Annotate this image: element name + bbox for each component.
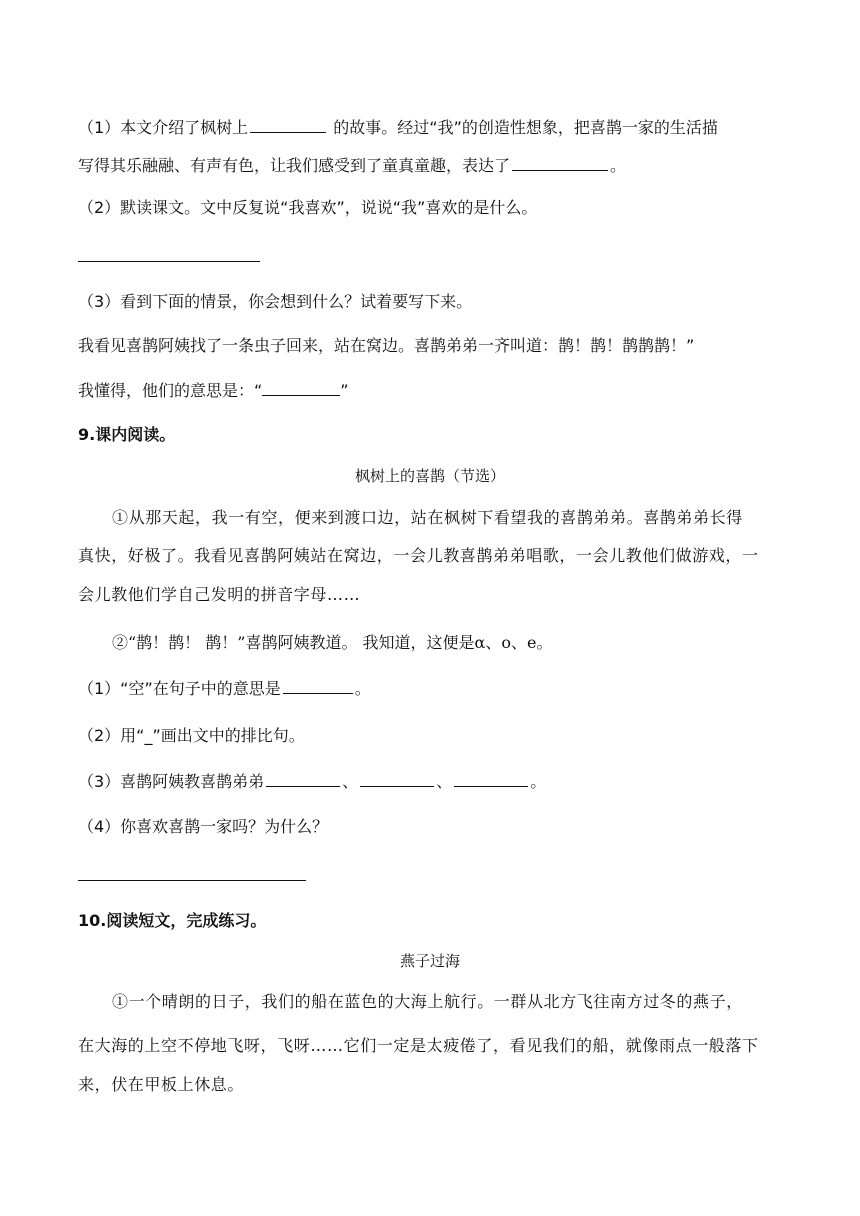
- q9-sub2-mark: _: [144, 726, 153, 745]
- q9-sub1-blank[interactable]: [283, 678, 353, 694]
- q8-sub1-blank-1[interactable]: [250, 117, 326, 133]
- q9-sub3-sep-1: 、: [342, 772, 359, 791]
- q8-sub1-text-a: （1）本文介绍了枫树上: [78, 118, 249, 137]
- q9-passage-title: 枫树上的喜鹊（节选）: [354, 467, 505, 485]
- q8-sub1-blank-2[interactable]: [512, 155, 608, 171]
- q8-sub3: （3）看到下面的情景，你会想到什么？试着要写下来。: [78, 292, 473, 311]
- q10-passage-title: 燕子过海: [399, 952, 460, 970]
- q8-sub3-answer-text-b: ”: [340, 381, 349, 400]
- q9-sub1-text-b: 。: [354, 679, 371, 698]
- q9-sub2-text-b: ”画出文中的排比句。: [152, 726, 305, 745]
- q9-sub4-answer-line[interactable]: [78, 880, 306, 881]
- q9-sub3-blank-3[interactable]: [454, 771, 528, 787]
- q10-para1-line1: ①一个晴朗的日子，我们的船在蓝色的大海上航行。一群从北方飞往南方过冬的燕子，: [112, 992, 743, 1011]
- q8-sub1-line2: [78, 155, 626, 177]
- q8-sub3-scene: 我看见喜鹊阿姨找了一条虫子回来，站在窝边。喜鹊弟弟一齐叫道：鹊！鹊！鹊鹊鹊！”: [78, 336, 695, 355]
- q8-sub1-text-c: 写得其乐融融、有声有色，让我们感受到了童真童趣，表达了: [78, 156, 511, 175]
- q10-para1-line3: 来，伏在甲板上休息。: [78, 1075, 245, 1094]
- q8-sub3-answer: [78, 380, 349, 402]
- q8-sub1-text-b: 的故事。经过“我”的创造性想象，把喜鹊一家的生活描: [328, 118, 718, 137]
- q9-para2: ②“鹊！鹊！ 鹊！”喜鹊阿姨教道。 我知道，这便是α、o、e。: [112, 633, 553, 652]
- q9-heading: 9.课内阅读。: [78, 425, 176, 444]
- q10-heading: 10.阅读短文，完成练习。: [78, 911, 267, 930]
- q9-sub3-blank-2[interactable]: [360, 771, 434, 787]
- q8-sub1-line1: [78, 117, 718, 139]
- q8-sub2: （2）默读课文。文中反复说“我喜欢”，说说“我”喜欢的是什么。: [78, 198, 538, 217]
- q8-sub1-text-d: 。: [610, 156, 627, 175]
- q9-sub1-text-a: （1）“空”在句子中的意思是: [78, 679, 281, 698]
- q9-para1-line2: 真快，好极了。我看见喜鹊阿姨站在窝边，一会儿教喜鹊弟弟唱歌，一会儿教他们做游戏，一: [78, 546, 759, 565]
- q9-sub4: （4）你喜欢喜鹊一家吗？为什么？: [78, 817, 329, 836]
- q9-sub2: [78, 725, 305, 747]
- q8-sub3-answer-text-a: 我懂得，他们的意思是：“: [78, 381, 263, 400]
- q8-sub3-blank[interactable]: [262, 380, 340, 396]
- q9-sub3: [78, 771, 546, 793]
- q8-sub2-answer-line[interactable]: [78, 261, 260, 262]
- q9-para1-line1: ①从那天起，我一有空，便来到渡口边，站在枫树下看望我的喜鹊弟弟。喜鹊弟弟长得: [112, 508, 743, 527]
- q9-sub3-blank-1[interactable]: [266, 771, 340, 787]
- q10-para1-line2: 在大海的上空不停地飞呀，飞呀……它们一定是太疲倦了，看见我们的船，就像雨点一般落下: [78, 1036, 759, 1055]
- q9-sub3-sep-2: 、: [436, 772, 453, 791]
- q9-para1-line3: 会儿教他们学自己发明的拼音字母……: [78, 585, 361, 604]
- q9-sub3-text-a: （3）喜鹊阿姨教喜鹊弟弟: [78, 772, 265, 791]
- q9-sub1: [78, 678, 371, 700]
- q9-sub2-text-a: （2）用“: [78, 726, 145, 745]
- q9-sub3-end: 。: [530, 772, 547, 791]
